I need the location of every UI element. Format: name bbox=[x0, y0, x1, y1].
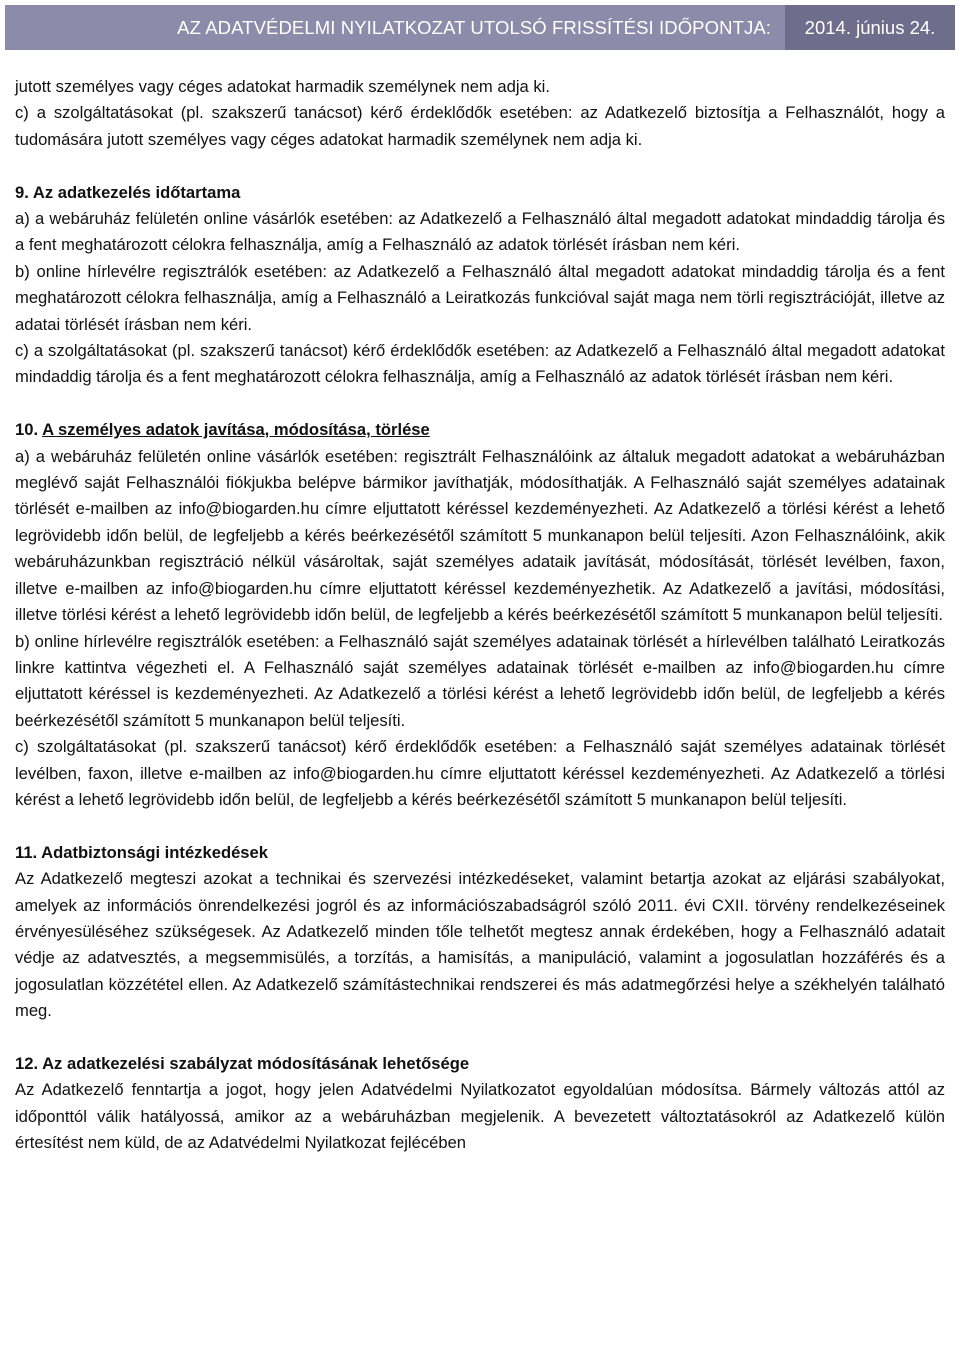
section-11-body: Az Adatkezelő megteszi azokat a technikai és szervezési intézkedéseket, valamint betartja azokat az eljárási szabályokat, amelyek az információs önrendelkezési jogról és az információszabadságról szóló 2011. évi CXII. törvény rendelkezéseinek érvényesüléséhez szükségesek. Az Adatkezelő minden tőle telhetőt megtesz annak érdekében, hogy a Felhasználó adatait védje az adatvesztés, a megsemmisülés, a torzítás, a hamisítás, a manipuláció, valamint a jogosulatlan hozzáférés és a jogosulatlan közzététel ellen. Az Adatkezelő számítástechnikai rendszerei és más adatmegőrzési helye a székhelyén található meg. bbox=[15, 869, 945, 1021]
section-12-title: Az adatkezelési szabályzat módosításának lehetősége bbox=[42, 1053, 470, 1073]
spacer bbox=[15, 1025, 945, 1051]
section-10-heading bbox=[15, 417, 945, 443]
section-10-item-b: b) online hírlevélre regisztrálók esetében: a Felhasználó saját személyes adatainak törlését a hírlevélben található Leiratkozás linkre kattintva végezheti el. A Felhasználó saját személyes adatainak törlését e-mailben az info@biogarden.hu címre eljuttatott kéréssel is kezdeményezheti. Az Adatkezelő a törlési kérést a lehető legrövidebb időn belül, de legfeljebb a kérés beérkezésétől számított 5 munkanapon belül teljesíti. bbox=[15, 631, 945, 730]
section-10-item-a: a) a webáruház felületén online vásárlók esetében: regisztrált Felhasználóink az általuk megadott adatokat a webáruházban meglévő saját Felhasználói fiókjukba belépve bármikor javíthatják, módosíthatják. A Felhasználó saját személyes adatainak törlését e-mailben az info@biogarden.hu címre eljuttatott kéréssel kezdeményezheti. Az Adatkezelő a törlési kérést a lehető legrövidebb időn belül, de legfeljebb a kérés beérkezésétől számított 5 munkanapon belül teljesíti. Azon Felhasználóink, akik webáruházunkban regisztráció nélkül vásároltak, saját személyes adataik javítását, módosítását, törlését levélben, faxon, illetve e-mailben az info@biogarden.hu címre eljuttatott kéréssel kezdeményezhetik. Az Adatkezelő a javítási, módosítási, illetve törlési kérést a lehető legrövidebb időn belül, de legfeljebb a kérés beérkezésétől számított 5 munkanapon belül teljesíti. bbox=[15, 446, 945, 625]
intro-paragraph-1: jutott személyes vagy céges adatokat harmadik személynek nem adja ki. bbox=[15, 77, 550, 96]
page-header bbox=[5, 5, 955, 50]
section-10-number: 10. bbox=[15, 420, 39, 440]
section-12-number: 12. bbox=[15, 1053, 39, 1073]
section-9-item-a: a) a webáruház felületén online vásárlók esetében: az Adatkezelő a Felhasználó által megadott adatokat mindaddig tárolja és a fent meghatározott célokra felhasználja, amíg a Felhasználó az adatok törlését írásban nem kéri. bbox=[15, 209, 945, 255]
section-10-title: A személyes adatok javítása, módosítása, törlése bbox=[42, 420, 430, 440]
section-11-title: Adatbiztonsági intézkedések bbox=[41, 842, 268, 862]
section-9-item-c: c) a szolgáltatásokat (pl. szakszerű tanácsot) kérő érdeklődők esetében: az Adatkezelő a Felhasználó által megadott adatokat mindaddig tárolja és a fent meghatározott célokra felhasználja, amíg a Felhasználó az adatok törlését írásban nem kéri. bbox=[15, 341, 945, 387]
section-11-heading bbox=[15, 840, 945, 866]
section-11-number: 11. bbox=[15, 842, 38, 862]
section-10-item-c: c) szolgáltatásokat (pl. szakszerű tanácsot) kérő érdeklődők esetében: a Felhasználó saját személyes adatainak törlését levélben, faxon, illetve e-mailben az info@biogarden.hu címre eljuttatott kéréssel kezdeményezheti. Az Adatkezelő a törlési kérést a lehető legrövidebb időn belül, de legfeljebb a kérés beérkezésétől számított 5 munkanapon belül teljesíti. bbox=[15, 737, 945, 809]
header-title: AZ ADATVÉDELMI NYILATKOZAT UTOLSÓ FRISSÍTÉSI IDŐPONTJA: bbox=[177, 17, 771, 38]
section-9-heading bbox=[15, 180, 945, 206]
section-12-body: Az Adatkezelő fenntartja a jogot, hogy jelen Adatvédelmi Nyilatkozatot egyoldalúan módosítsa. Bármely változás attól az időponttól válik hatályossá, amikor az a webáruházban megjelenik. A bevezetett változtatásokról az Adatkezelő külön értesítést nem küld, de az Adatvédelmi Nyilatkozat fejlécében bbox=[15, 1080, 945, 1153]
header-date: 2014. június 24. bbox=[785, 5, 955, 50]
section-9-number: 9. bbox=[15, 182, 29, 202]
section-9-item-b: b) online hírlevélre regisztrálók esetében: az Adatkezelő a Felhasználó által megadott adatokat mindaddig tárolja és a fent meghatározott célokra felhasználja, amíg a Felhasználó a Leiratkozás funkcióval saját maga nem törli regisztrációját, illetve az adatai törlését írásban nem kéri. bbox=[15, 261, 945, 334]
spacer bbox=[15, 813, 945, 839]
section-9-title: Az adatkezelés időtartama bbox=[32, 182, 241, 202]
spacer bbox=[15, 391, 945, 417]
document-body bbox=[15, 74, 945, 1157]
intro-paragraph-2: c) a szolgáltatásokat (pl. szakszerű tanácsot) kérő érdeklődők esetében: az Adatkezelő biztosítja a Felhasználót, hogy a tudomására jutott személyes vagy céges adatokat harmadik személynek nem adja ki. bbox=[15, 103, 945, 149]
spacer bbox=[15, 153, 945, 179]
section-12-heading bbox=[15, 1051, 945, 1077]
